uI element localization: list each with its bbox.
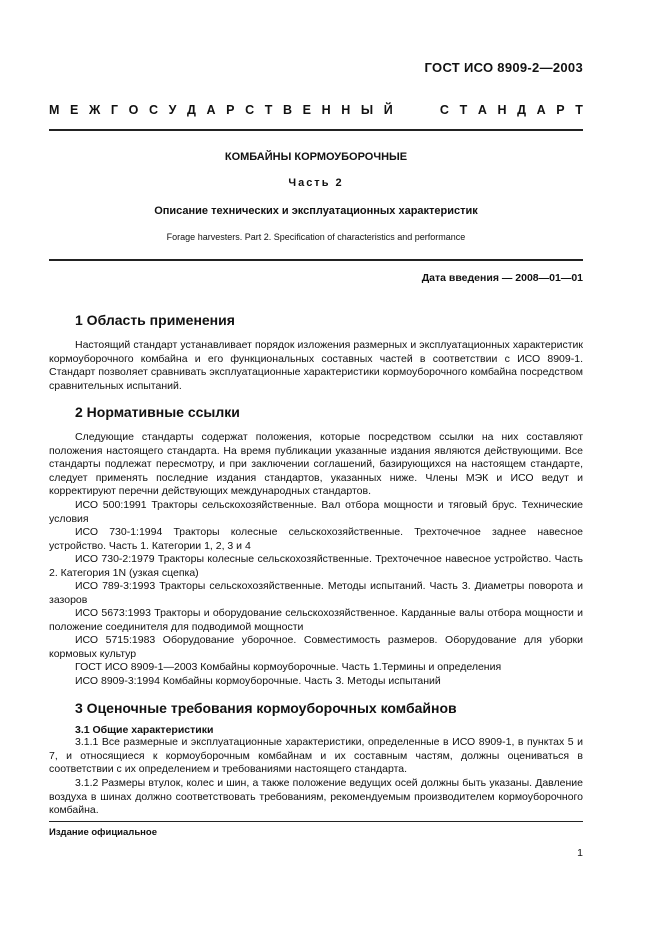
reference-item: ИСО 789-3:1993 Тракторы сельскохозяйственные. Методы испытаний. Часть 3. Диаметры поворота и зазоров (49, 580, 583, 606)
letter: Й (383, 103, 393, 117)
clause-3-1-2: 3.1.2 Размеры втулок, колес и шин, а также положение ведущих осей должны быть указаны. Давление воздуха в шинах должно соответствовать требованиям, рекомендуемым производителем кормоуборочного комбайна. (49, 777, 583, 816)
reference-item: ИСО 730-2:1979 Тракторы колесные сельскохозяйственные. Трехточечное навесное устройство. Часть 2. Категория 1N (узкая сцепка) (49, 553, 583, 579)
footer-divider (49, 821, 583, 822)
part-label: Часть 2 (288, 177, 344, 189)
header-divider (49, 129, 583, 131)
page-number: 1 (577, 847, 583, 859)
letter: Т (575, 103, 583, 117)
subsection-3-1-heading: 3.1 Общие характеристики (75, 724, 214, 736)
letter: Е (302, 103, 311, 117)
letter: Т (459, 103, 468, 117)
letter: Ы (360, 103, 374, 117)
letter: Р (226, 103, 235, 117)
english-title: Forage harvesters. Part 2. Specification of characteristics and performance (166, 232, 466, 242)
letter: Д (186, 103, 196, 117)
reference-item: ГОСТ ИСО 8909-1—2003 Комбайны кормоуборочные. Часть 1.Термины и определения (75, 661, 502, 673)
letter: У (168, 103, 177, 117)
letter: М (49, 103, 60, 117)
letter: А (536, 103, 546, 117)
standard-subtitle: Описание технических и эксплуатационных характеристик (154, 205, 478, 217)
section-1-heading: 1 Область применения (75, 312, 235, 328)
letter: Д (517, 103, 526, 117)
reference-item: ИСО 500:1991 Тракторы сельскохозяйственные. Вал отбора мощности и тяговый брус. Технические условия (49, 499, 583, 525)
letter: С (245, 103, 255, 117)
letter: Г (110, 103, 118, 117)
section-2-intro: Следующие стандарты содержат положения, которые посредством ссылки на них составляют положения настоящего стандарта. На время публикации указанные издания являются действующими. Все стандарты подлежат пересмотру, и при заключении соглашений, базирующихся на настоящем стандарте, следует применять последние издания стандартов, указанных ниже. Члены МЭК и ИСО ведут и корректируют перечни действующих международных стандартов. (49, 431, 583, 497)
reference-item: ИСО 730-1:1994 Тракторы колесные сельскохозяйственные. Трехточечное заднее навесное устройство. Часть 1. Категории 1, 2, 3 и 4 (49, 526, 583, 552)
title-divider (49, 259, 583, 261)
document-code: ГОСТ ИСО 8909-2—2003 (424, 60, 583, 75)
section-3-heading: 3 Оценочные требования кормоуборочных комбайнов (75, 700, 457, 716)
standard-title: КОМБАЙНЫ КОРМОУБОРОЧНЫЕ (224, 151, 408, 163)
section-1-text: Настоящий стандарт устанавливает порядок изложения размерных и эксплуатационных характеристик кормоуборочного комбайна и его функциональных составных частей в соответствии с ИСО 8909-1. Стандарт позволяет сравнивать эксплуатационные характеристики кормоуборочного комбайна посредством сравнительных испытаний. (49, 339, 583, 392)
letter: Н (341, 103, 351, 117)
reference-item: ИСО 5715:1983 Оборудование уборочное. Совместимость размеров. Оборудование для уборки кормовых культур (49, 634, 583, 660)
letter: С (439, 103, 449, 117)
clause-3-1-1: 3.1.1 Все размерные и эксплуатационные характеристики, определенные в ИСО 8909-1, в пунктах 5 и 7, и относящиеся к кормоуборочным комбайнам и их составным частям, должны оцениваться в соответствии с их определением и требованиями настоящего стандарта. (49, 736, 583, 775)
letter: А (477, 103, 487, 117)
letter: Н (321, 103, 331, 117)
letter: Р (556, 103, 565, 117)
letter: Ж (88, 103, 101, 117)
letter: Т (264, 103, 273, 117)
letter: Е (70, 103, 79, 117)
letter: С (148, 103, 158, 117)
official-edition-label: Издание официальное (49, 827, 157, 838)
letter: А (206, 103, 216, 117)
letter: Н (497, 103, 507, 117)
interstate-standard-banner (49, 103, 583, 117)
introduction-date: Дата введения — 2008—01—01 (421, 272, 583, 284)
letter: В (282, 103, 293, 117)
section-2-heading: 2 Нормативные ссылки (75, 404, 240, 420)
reference-item: ИСО 5673:1993 Тракторы и оборудование сельскохозяйственное. Карданные валы отбора мощности и положение соединителя для подводимой мощности (49, 607, 583, 633)
letter: О (128, 103, 139, 117)
reference-item: ИСО 8909-3:1994 Комбайны кормоуборочные. Часть 3. Методы испытаний (75, 675, 441, 687)
